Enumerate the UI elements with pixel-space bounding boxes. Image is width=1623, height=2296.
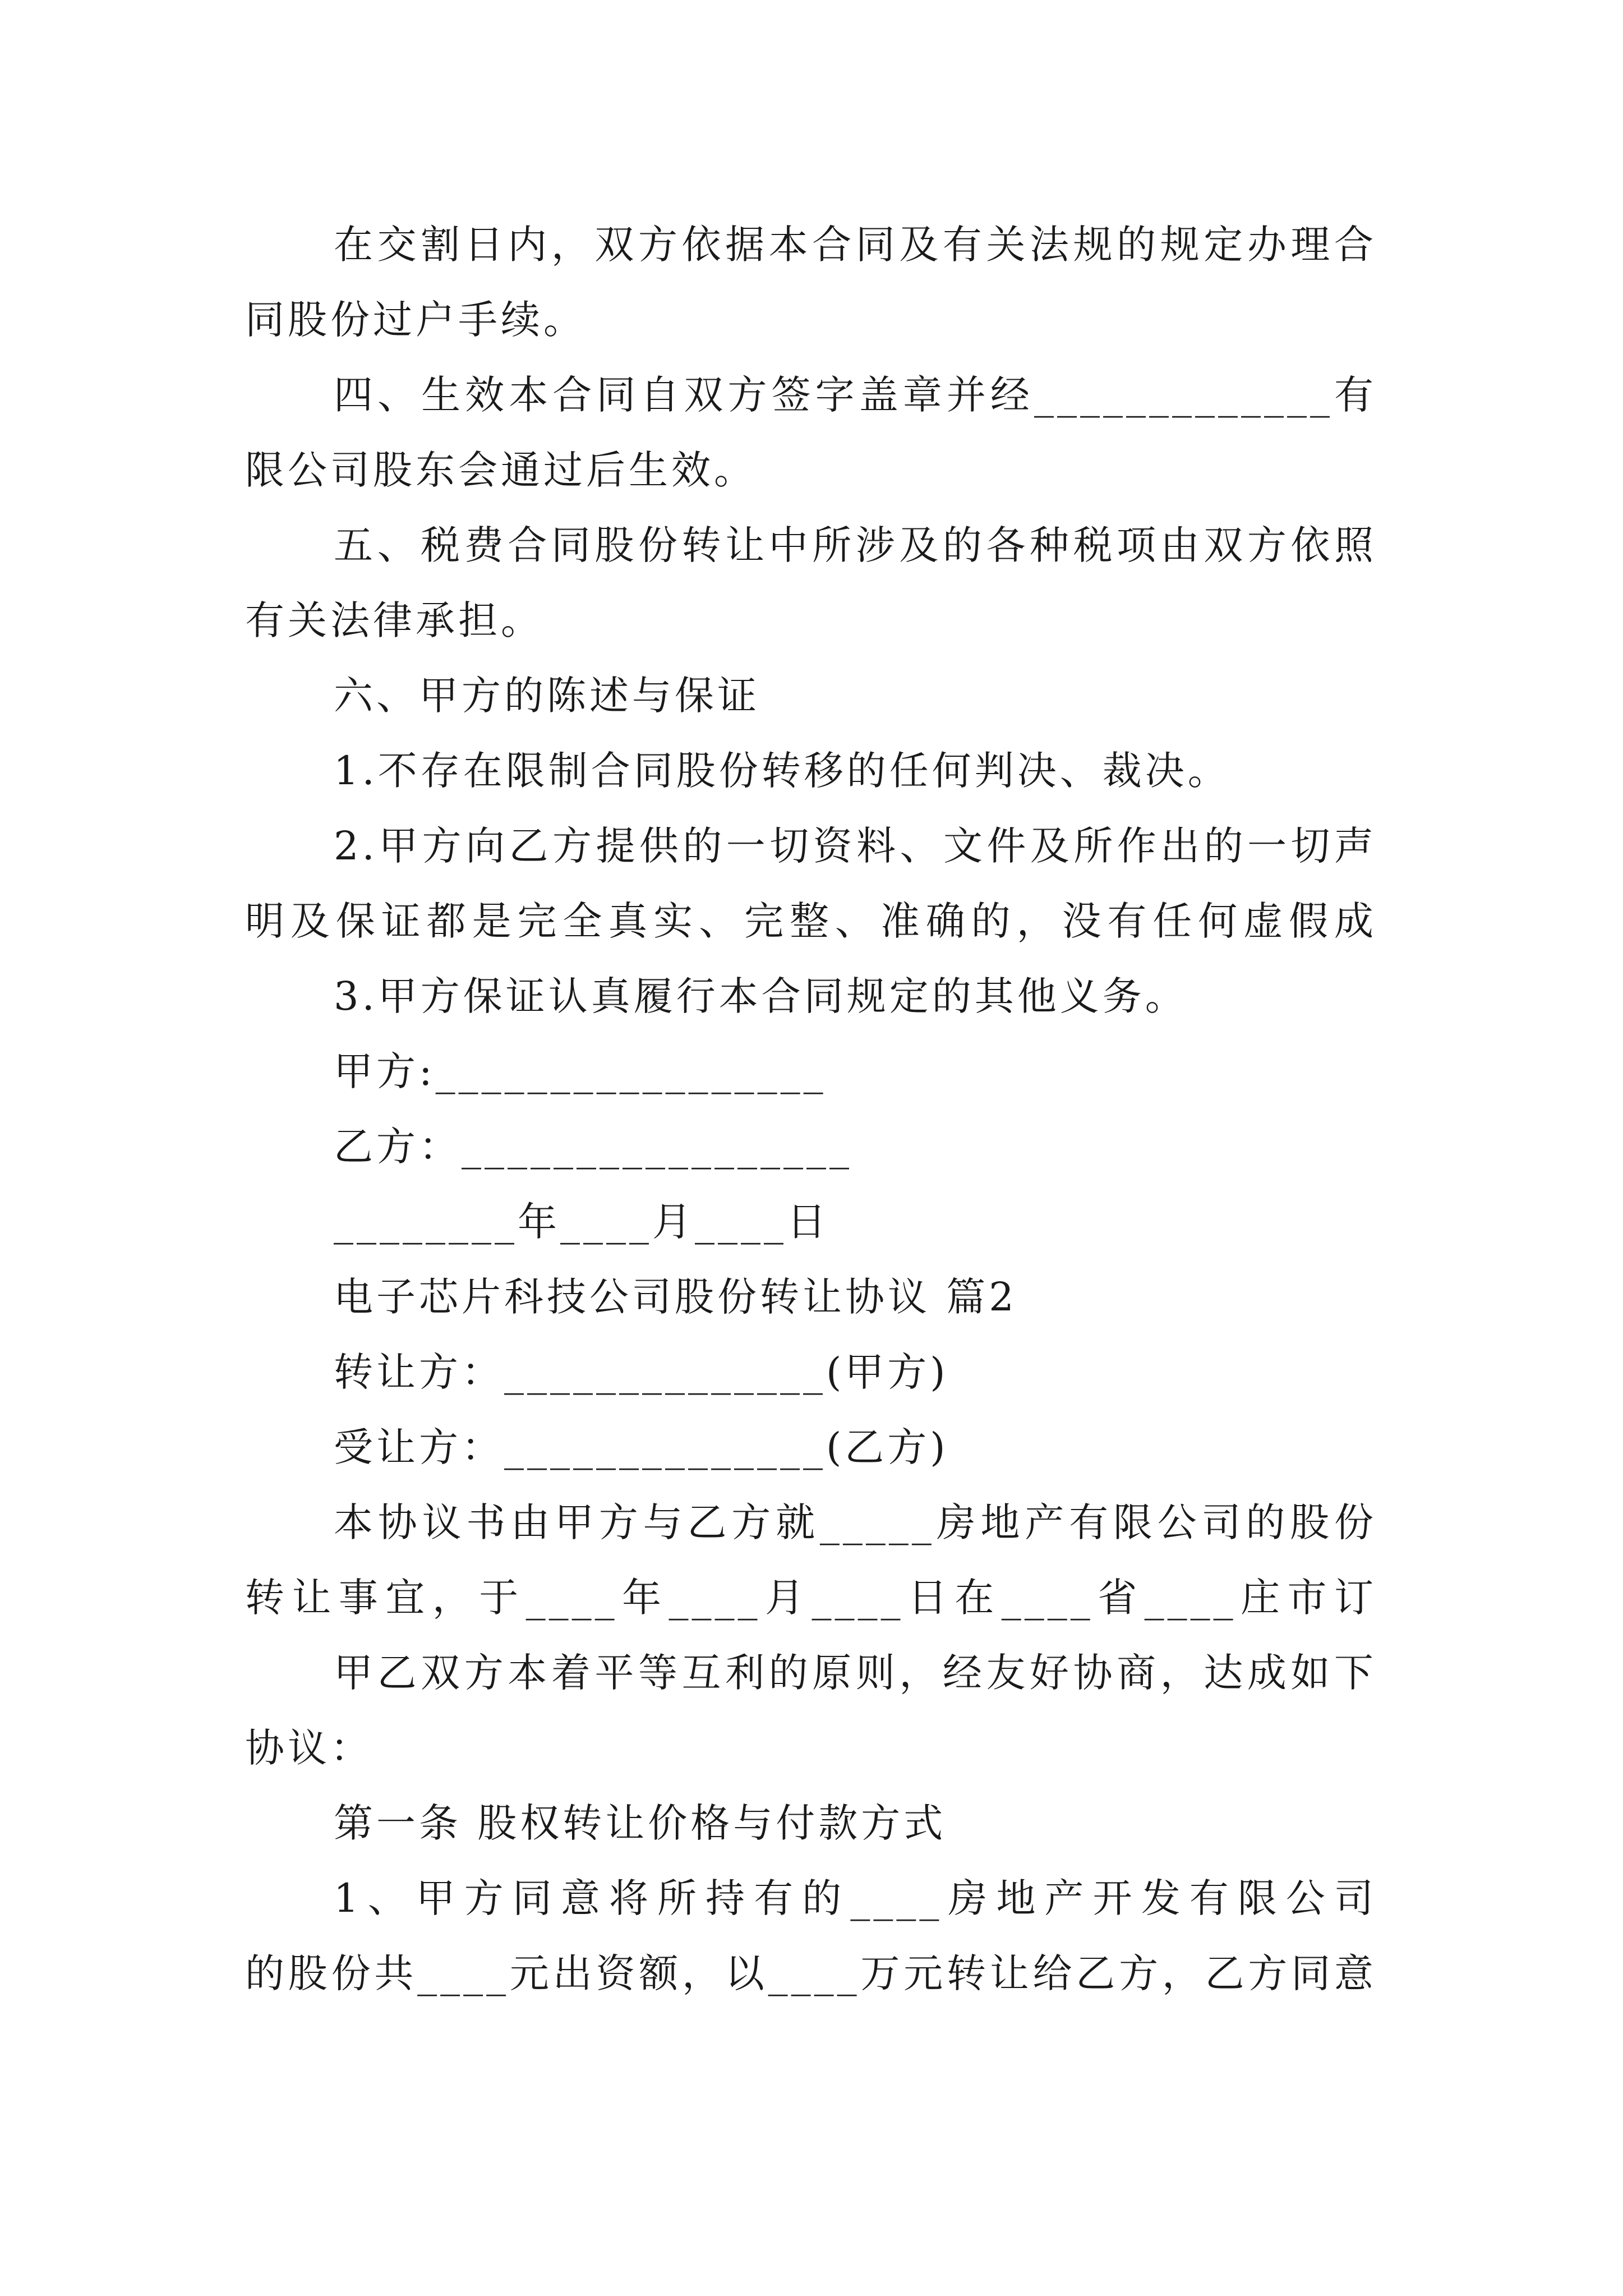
paragraph-line: 四、生效本合同自双方签字盖章并经_____________有 (334, 372, 1377, 418)
transferor-line: 转让方：______________(甲方) (334, 1349, 949, 1395)
paragraph-line: 本协议书由甲方与乙方就_____房地产有限公司的股份 (334, 1499, 1377, 1545)
paragraph-line: 的股份共____元出资额，以____万元转让给乙方，乙方同意 (245, 1950, 1377, 1996)
signature-party-a: 甲方:_________________ (334, 1048, 827, 1094)
paragraph-line: 同股份过户手续。 (245, 297, 586, 343)
list-item: 2.甲方向乙方提供的一切资料、文件及所作出的一切声 (334, 823, 1377, 869)
paragraph-line: 在交割日内，双方依据本合同及有关法规的规定办理合 (334, 222, 1377, 268)
paragraph-line: 明及保证都是完全真实、完整、准确的，没有任何虚假成 (245, 898, 1377, 944)
paragraph-line: 五、税费合同股份转让中所涉及的各种税项由双方依照 (334, 522, 1377, 568)
list-item: 3.甲方保证认真履行本合同规定的其他义务。 (334, 973, 1188, 1019)
section-heading: 六、甲方的陈述与保证 (334, 673, 760, 719)
article-heading: 第一条 股权转让价格与付款方式 (334, 1800, 947, 1846)
transferee-line: 受让方：______________(乙方) (334, 1424, 949, 1470)
signature-party-b: 乙方：_________________ (334, 1124, 852, 1170)
document-title: 电子芯片科技公司股份转让协议 篇2 (334, 1274, 1017, 1320)
paragraph-line: 有关法律承担。 (245, 597, 543, 643)
paragraph-line: 协议： (245, 1725, 373, 1771)
paragraph-line: 转让事宜，于____年____月____日在____省____庄市订 (245, 1575, 1377, 1621)
paragraph-line: 1、甲方同意将所持有的____房地产开发有限公司 (334, 1875, 1377, 1921)
paragraph-line: 甲乙双方本着平等互利的原则，经友好协商，达成如下 (334, 1650, 1377, 1696)
list-item: 1.不存在限制合同股份转移的任何判决、裁决。 (334, 748, 1230, 794)
paragraph-line: 限公司股东会通过后生效。 (245, 447, 757, 493)
signature-date: ________年____月____日 (334, 1199, 829, 1245)
